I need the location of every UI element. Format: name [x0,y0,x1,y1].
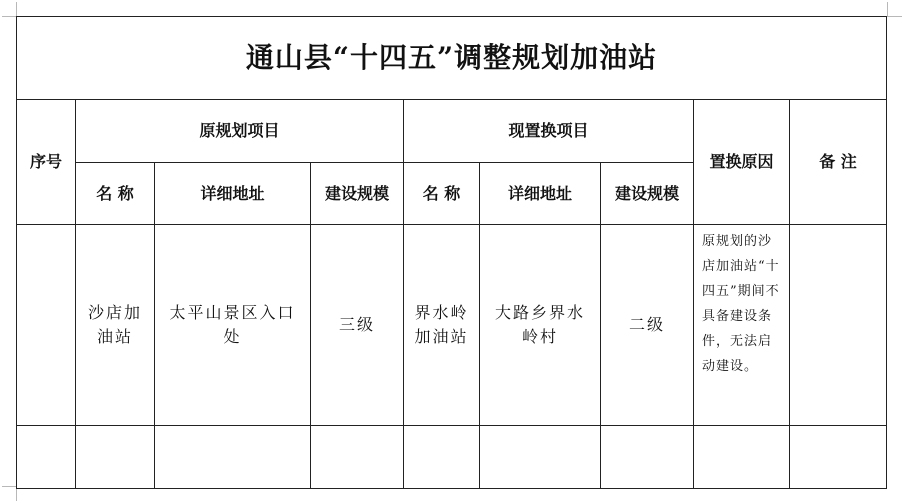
cell-seq [17,426,76,489]
cell-original-address [155,426,311,489]
header-seq: 序号 [17,100,76,225]
cell-new-scale [601,426,694,489]
cell-remark [790,426,887,489]
cell-remark [790,225,887,426]
page-corner-mark-top-left [2,2,17,17]
cell-original-scale [311,426,404,489]
cell-new-name [404,426,480,489]
cell-reason [694,426,790,489]
header-new-name: 名 称 [404,163,480,225]
header-original-name: 名 称 [76,163,155,225]
cell-new-address [480,426,601,489]
cell-original-name [76,426,155,489]
table-row [17,225,887,426]
page-corner-mark-bottom-left [2,486,17,501]
cell-new-name: 界水岭加油站 [404,225,480,426]
cell-new-address: 大路乡界水岭村 [480,225,601,426]
header-reason: 置换原因 [694,100,790,225]
cell-original-name: 沙店加油站 [76,225,155,426]
cell-seq [17,225,76,426]
page-corner-mark-top-right [887,2,902,17]
station-adjustment-table [16,16,887,489]
header-original-project: 原规划项目 [76,100,404,163]
header-replacement-project: 现置换项目 [404,100,694,163]
header-original-scale: 建设规模 [311,163,404,225]
table-row [17,426,887,489]
cell-original-scale: 三级 [311,225,404,426]
header-new-address: 详细地址 [480,163,601,225]
cell-reason: 原规划的沙店加油站“十四五”期间不具备建设条件，无法启动建设。 [694,225,790,426]
cell-original-address: 太平山景区入口处 [155,225,311,426]
cell-new-scale: 二级 [601,225,694,426]
header-new-scale: 建设规模 [601,163,694,225]
header-remark: 备 注 [790,100,887,225]
header-original-address: 详细地址 [155,163,311,225]
table-title: 通山县“十四五”调整规划加油站 [17,17,887,100]
